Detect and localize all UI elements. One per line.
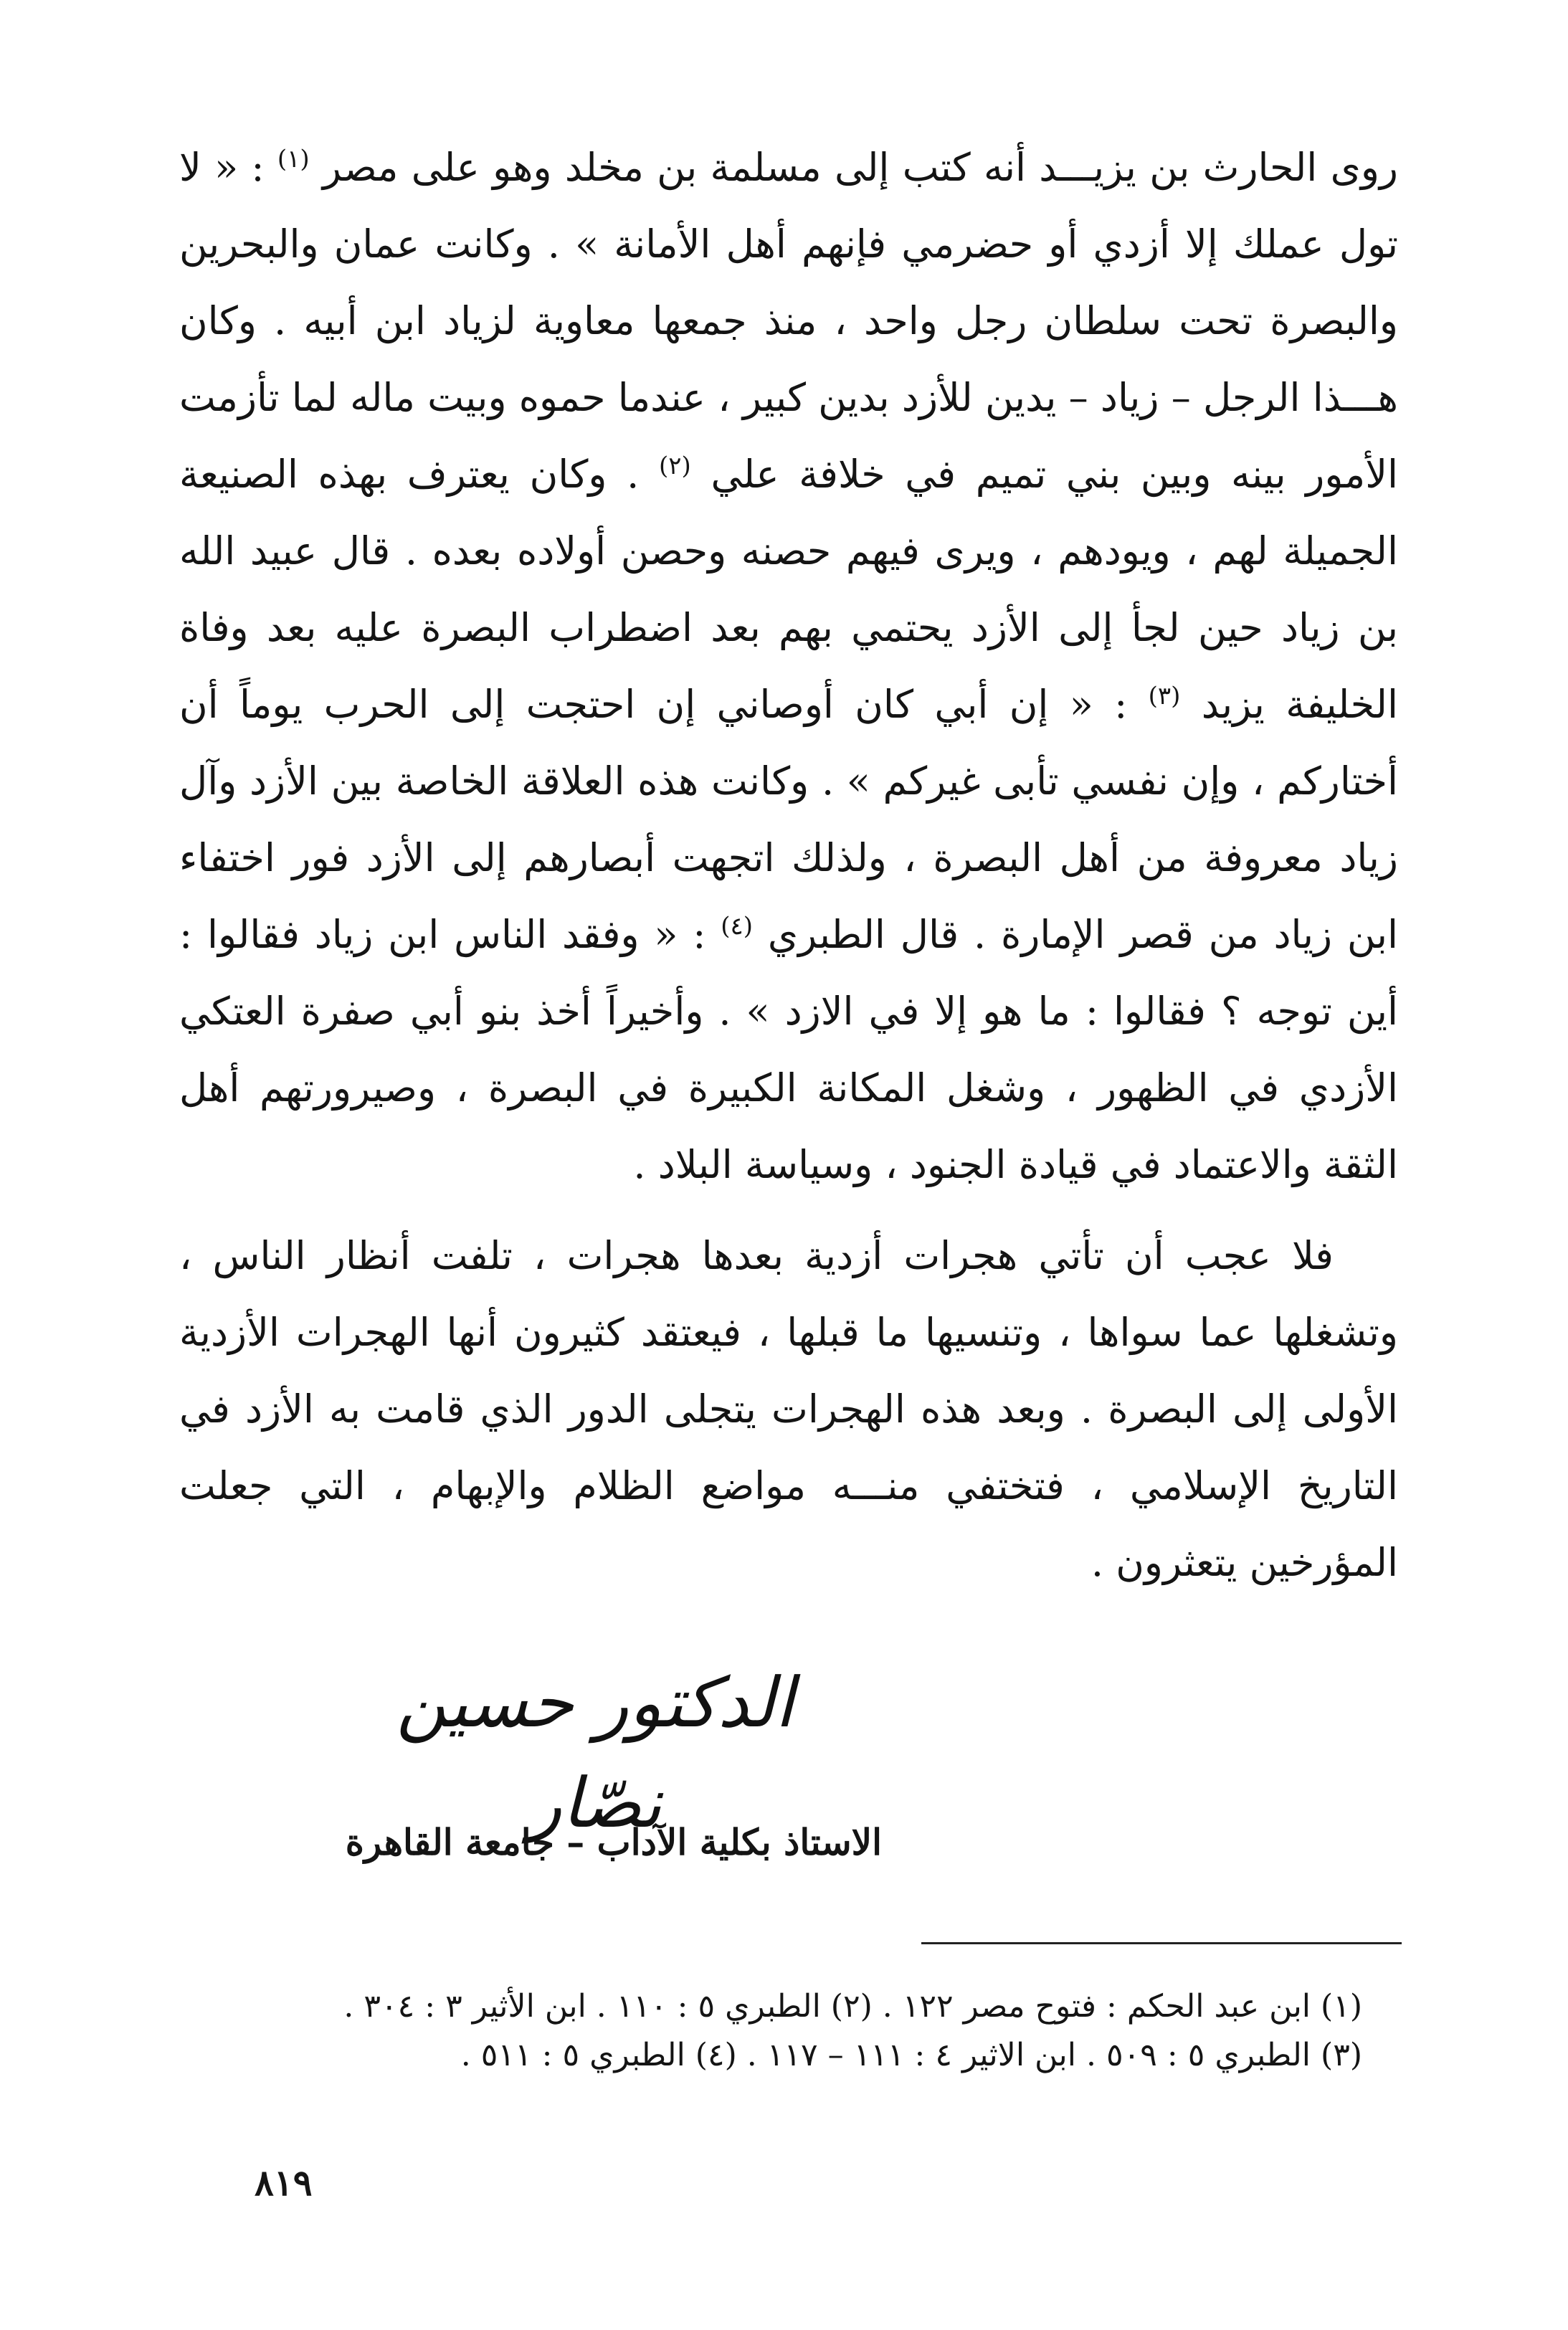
paragraph-1-segment: : « وفقد الناس ابن زياد فقالوا : أين توجه ؟ فقالوا : ما هو إلا في الازد » . وأخيراً أخذ بنو أبي صفرة العتكي الأزدي في الظهور ، وشغل المكانة الكبيرة في البصرة ، وصيرورتهم أهل الثقة والاعتماد في قيادة الجنود ، وسياسة البلاد .	[179, 912, 1398, 1187]
handwritten-signature: الدكتور حسين نصّار	[396, 1663, 794, 1843]
footnote-line: (١) ابن عبد الحكم : فتوح مصر ١٢٢ . (٢) الطبري ٥ : ١١٠ . ابن الأثير ٣ : ٣٠٤ .	[343, 1988, 1362, 2025]
footnote-ref-3: (٣)	[1148, 682, 1181, 710]
author-affiliation: الاستاذ بكلية الآداب – جامعة القاهرة	[345, 1821, 882, 1863]
footnote-divider	[921, 1942, 1402, 1944]
paragraph-1-segment: : « إن أبي كان أوصاني إن احتجت إلى الحرب يوماً أن أختاركم ، وإن نفسي تأبى غيركم » . وكانت هذه العلاقة الخاصة بين الأزد وآل زياد معروفة من أهل البصرة ، ولذلك اتجهت أبصارهم إلى الأزد فور اختفاء ابن زياد من قصر الإمارة . قال الطبري	[179, 682, 1398, 957]
paragraph-2: فلا عجب أن تأتي هجرات أزدية بعدها هجرات ، تلفت أنظار الناس ، وتشغلها عما سواها ، وتنسيها ما قبلها ، فيعتقد كثيرون أنها الهجرات الأزدية الأولى إلى البصرة . وبعد هذه الهجرات يتجلى الدور الذي قامت به الأزد في التاريخ الإسلامي ، فتختفي منـــه مواضع الظلام والإبهام ، التي جعلت المؤرخين يتعثرون .	[179, 1233, 1398, 1585]
footnote-line: (٣) الطبري ٥ : ٥٠٩ . ابن الاثير ٤ : ١١١ – ١١٧ . (٤) الطبري ٥ : ٥١١ .	[460, 2037, 1362, 2073]
footnote-ref-1: (١)	[277, 145, 310, 173]
paragraph-1	[179, 129, 1398, 1203]
paragraph-1-segment: روى الحارث بن يزيـــد أنه كتب إلى مسلمة بن مخلد وهو على مصر	[309, 145, 1398, 190]
footnotes	[179, 1982, 1362, 2080]
article-body	[179, 129, 1398, 1601]
footnote-ref-4: (٤)	[721, 912, 754, 941]
paragraph-1-segment: . وكان يعترف بهذه الصنيعة الجميلة لهم ، ويودهم ، ويرى فيهم حصنه وحصن أولاده بعده . قال عبيد الله بن زياد حين لجأ إلى الأزد يحتمي بهم بعد اضطراب البصرة عليه بعد وفاة الخليفة يزيد	[179, 452, 1398, 727]
footnote-ref-2: (٢)	[658, 452, 691, 480]
paragraph-1-segment: : « لا تول عملك إلا أزدي أو حضرمي فإنهم أهل الأمانة » . وكانت عمان والبحرين والبصرة تحت سلطان رجل واحد ، منذ جمعها معاوية لزياد ابن أبيه . وكان هـــذا الرجل – زياد – يدين للأزد بدين كبير ، عندما حموه وبيت ماله لما تأزمت الأمور بينه وبين بني تميم في خلافة علي	[179, 145, 1398, 497]
page-number: ٨١٩	[255, 2162, 313, 2204]
